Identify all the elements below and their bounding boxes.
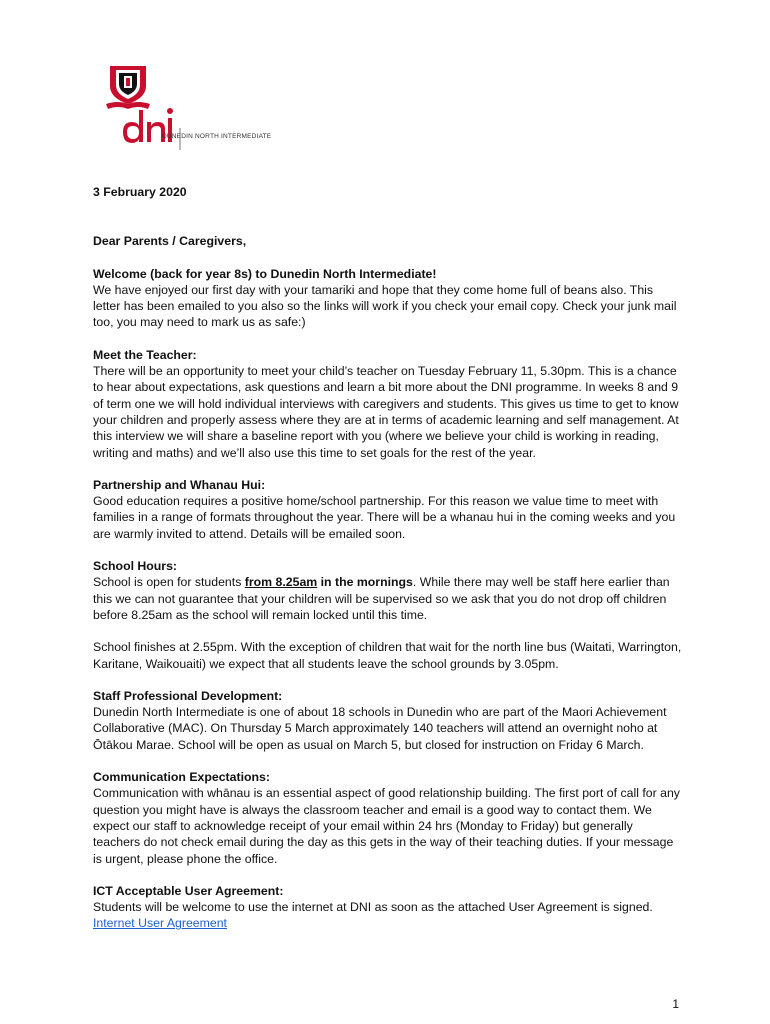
school-hours-closing-text: School finishes at 2.55pm. With the exception of children that wait for the north line bus (Waitati, Warrington, Karitane, Waikouaiti) we expect that all students leave the school grounds by 3.05pm. [93, 640, 682, 671]
staff-pd-section [93, 688, 683, 753]
meet-teacher-section [93, 347, 683, 461]
school-hours-section [93, 558, 683, 672]
partnership-section [93, 477, 683, 542]
partnership-text: Good education requires a positive home/school partnership. For this reason we value time to meet with families in a range of formats throughout the year. There will be a whanau hui in the coming weeks and you are warmly invited to attend. Details will be emailed soon. [93, 494, 676, 541]
internet-user-agreement-link[interactable]: Internet User Agreement [93, 916, 227, 931]
school-hours-heading: School Hours: [93, 559, 178, 574]
communication-heading: Communication Expectations: [93, 770, 270, 785]
ict-text [93, 899, 683, 932]
welcome-heading: Welcome (back for year 8s) to Dunedin North Intermediate! [93, 266, 437, 281]
welcome-text: We have enjoyed our first day with your tamariki and hope that they come home full of beans also. This letter has been emailed to you also so the links will work if you check your email copy. Check your junk mail too, you may need to mark us as safe:) [93, 282, 677, 330]
letter-body [93, 184, 683, 948]
school-crest-icon [106, 66, 150, 109]
ict-body: Students will be welcome to use the internet at DNI as soon as the attached User Agreement is signed. [93, 900, 653, 915]
ict-heading: ICT Acceptable User Agreement: [93, 883, 284, 898]
letter-date: 3 February 2020 [93, 185, 187, 199]
school-hours-opening-text [93, 574, 683, 623]
meet-teacher-text: There will be an opportunity to meet your child’s teacher on Tuesday February 11, 5.30pm. This is a chance to hear about expectations, ask questions and learn a bit more about the DNI programme. In weeks 8 and 9 of term one we will hold individual interviews with caregivers and students. This gives us time to get to know your children and properly assess where they are at in terms of academic learning and self management. At this interview we will share a baseline report with you (where we believe your child is working in reading, writing and maths) and we’ll also use this time to set goals for the rest of the year. [93, 364, 679, 460]
salutation: Dear Parents / Caregivers, [93, 234, 247, 249]
page-number: 1 [672, 997, 679, 1011]
partnership-heading: Partnership and Whanau Hui: [93, 477, 266, 492]
school-name-text: DUNEDIN NORTH INTERMEDIATE [162, 133, 272, 140]
opening-text-end: . While there may well be staff here earlier than this we can not guarantee that your children will be supervised so we ask that you do not drop off children before 8.25am as the school will remain locked until this time. [93, 575, 670, 622]
communication-section [93, 769, 683, 867]
opening-text-start: School is open for students [93, 575, 245, 590]
staff-pd-heading: Staff Professional Development: [93, 688, 283, 703]
communication-text: Communication with whānau is an essential aspect of good relationship building. The first port of call for any question you might have is always the classroom teacher and email is a good way to contact them. We expect our staff to acknowledge receipt of your email within 24 hrs (Monday to Friday) but generally teachers do not check email during the day as this gets in the way of their teaching duties. If your message is urgent, please phone the office. [93, 786, 680, 866]
ict-section [93, 883, 683, 932]
opening-time-suffix: in the mornings [317, 575, 413, 590]
meet-teacher-heading: Meet the Teacher: [93, 347, 197, 362]
opening-time: from 8.25am [244, 575, 318, 590]
welcome-section [93, 266, 683, 331]
staff-pd-text: Dunedin North Intermediate is one of about 18 schools in Dunedin who are part of the Maori Achievement Collaborative (MAC). On Thursday 5 March approximately 140 teachers will attend an overnight noho at Ōtākou Marae. School will be open as usual on March 5, but closed for instruction on Friday 6 March. [93, 705, 667, 752]
